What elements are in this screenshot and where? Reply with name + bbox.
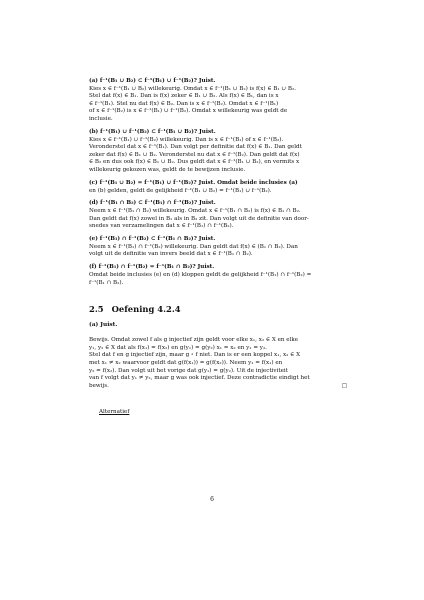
- part-c-title: (c) f⁻¹(B₁ ∪ B₂) = f⁻¹(B₁) ∪ f⁻¹(B₂)? Juist. Omdat beide inclusies (a): [89, 179, 298, 186]
- proof-line: y₂ = f(x₂). Dan volgt uit het vorige dat g(y₁) = g(y₂). Uit de injectiviteit: [89, 367, 288, 374]
- exercise-part-a: [89, 78, 347, 124]
- proof-line: Stel dat f en g injectief zijn, maar g ∘ f niet. Dan is er een koppel x₁, x₂ ∈ X: [89, 352, 301, 359]
- part-a-line: inclusie.: [89, 115, 113, 122]
- part-a-title: (a) f⁻¹(B₁ ∪ B₂) ⊂ f⁻¹(B₁) ∪ f⁻¹(B₂)? Juist.: [89, 78, 216, 84]
- part-f-line: f⁻¹(B₁ ∩ B₂).: [89, 279, 124, 286]
- part-a-line: Kies x ∈ f⁻¹(B₁ ∪ B₂) willekeurig. Omdat x ∈ f⁻¹(B₁ ∪ B₂) is f(x) ∈ B₁ ∪ B₂.: [89, 85, 296, 92]
- exercise-part-b: [89, 129, 347, 175]
- part-b-line: ∈ B₂ en dus ook f(x) ∈ B₁ ∪ B₂. Dus geldt dat x ∈ f⁻¹(B₁ ∪ B₂), en vermits x: [89, 159, 300, 166]
- subheading: (a) Juist.: [89, 322, 118, 329]
- part-b-line: zeker dat f(x) ∈ B₁ ∪ B₂. Veronderstel nu dat x ∈ f⁻¹(B₂). Dan geldt dat f(x): [89, 151, 300, 158]
- part-e-line: Neem x ∈ f⁻¹(B₁) ∩ f⁻¹(B₂) willekeurig. Dan geldt dat f(x) ∈ (B₁ ∩ B₂). Dan: [89, 243, 298, 250]
- exercise-part-e: [89, 236, 347, 259]
- part-f-line: Omdat beide inclusies (e) en (d) kloppen geldt de gelijkheid f⁻¹(B₁) ∩ f⁻¹(B₂) =: [89, 272, 312, 279]
- section-title: Oefening 4.2.4: [111, 304, 181, 315]
- proof-line: bewijs.: [89, 382, 109, 389]
- page-number: 6: [210, 496, 214, 503]
- part-a-line: of x ∈ f⁻¹(B₂) is x ∈ f⁻¹(B₁) ∪ f⁻¹(B₂). Omdat x willekeurig was geldt de: [89, 108, 288, 115]
- document-page: [89, 78, 347, 417]
- part-c-line: en (b) gelden, geldt de gelijkheid f⁻¹(B₁ ∪ B₂) = f⁻¹(B₁) ∪ f⁻¹(B₂).: [89, 187, 272, 194]
- part-d-line: snedes van verzamelingen dat x ∈ f⁻¹(B₁) ∩ f⁻¹(B₂).: [89, 223, 234, 230]
- part-e-title: (e) f⁻¹(B₁) ∩ f⁻¹(B₂) ⊂ f⁻¹(B₁ ∩ B₂)? Juist.: [89, 236, 216, 243]
- part-a-line: Stel dat f(x) ∈ B₁. Dan is f(x) zeker ∈ B₁ ∪ B₂. Als f(x) ∈ B₁, dan is x: [89, 93, 279, 100]
- exercise-part-d: [89, 200, 347, 230]
- part-b-line: Kies x ∈ f⁻¹(B₁) ∪ f⁻¹(B₂) willekeurig. Dan is x ∈ f⁻¹(B₁) of x ∈ f⁻¹(B₂).: [89, 136, 284, 143]
- proof-line: met x₁ ≠ x₂ waarvoor geldt dat g(f(x₁)) = g(f(x₂)). Neem y₁ = f(x₁) en: [89, 359, 283, 366]
- part-e-line: volgt uit de definitie van invers beeld dat x ∈ f⁻¹(B₁ ∩ B₂).: [89, 251, 253, 258]
- proof-line: y₁, y₂ ∈ X dat als f(x₁) = f(x₂) en g(y₁) = g(y₂) x₁ = x₂ en y₁ = y₂.: [89, 344, 267, 351]
- proof-block: [89, 337, 347, 390]
- proof-line: van f volgt dat y₁ ≠ y₂, maar g was ook injectief. Deze contradictie eindigt het: [89, 375, 310, 382]
- alternative-link[interactable]: Alternatief: [99, 409, 130, 416]
- part-d-line: Neem x ∈ f⁻¹(B₁ ∩ B₂) willekeurig. Omdat x ∈ f⁻¹(B₁ ∩ B₂) is f(x) ∈ B₁ ∩ B₂.: [89, 208, 301, 215]
- part-b-title: (b) f⁻¹(B₁) ∪ f⁻¹(B₂) ⊂ f⁻¹(B₁ ∪ B₂)? Juist.: [89, 128, 216, 135]
- proof-line: Bewijs. Omdat zowel f als g injectief zijn geldt voor elke x₁, x₂ ∈ X en elke: [89, 337, 299, 344]
- part-b-line: willekeurig gekozen was, geldt de te bewijzen inclusie.: [89, 166, 246, 173]
- section-number: 2.5: [89, 304, 104, 315]
- part-f-title: (f) f⁻¹(B₁) ∩ f⁻¹(B₂) = f⁻¹(B₁ ∩ B₂)? Juist.: [89, 264, 215, 271]
- section-heading: [89, 304, 347, 314]
- part-d-line: Dan geldt dat f(x) zowel in B₁ als in B₂ zit. Dan volgt uit de definitie van door-: [89, 215, 309, 222]
- proof-last-line: [89, 383, 347, 391]
- exercise-part-c: [89, 180, 347, 195]
- part-b-line: Veronderstel dat x ∈ f⁻¹(B₁). Dan volgt per definitie dat f(x) ∈ B₁. Dan geldt: [89, 144, 302, 151]
- part-a-line: ∈ f⁻¹(B₁). Stel nu dat f(x) ∈ B₂. Dan is x ∈ f⁻¹(B₂). Omdat x ∈ f⁻¹(B₁): [89, 100, 279, 107]
- qed-symbol: □: [341, 382, 347, 389]
- exercise-part-f: [89, 264, 347, 287]
- part-d-title: (d) f⁻¹(B₁ ∩ B₂) ⊂ f⁻¹(B₁) ∩ f⁻¹(B₂)? Juist.: [89, 200, 216, 207]
